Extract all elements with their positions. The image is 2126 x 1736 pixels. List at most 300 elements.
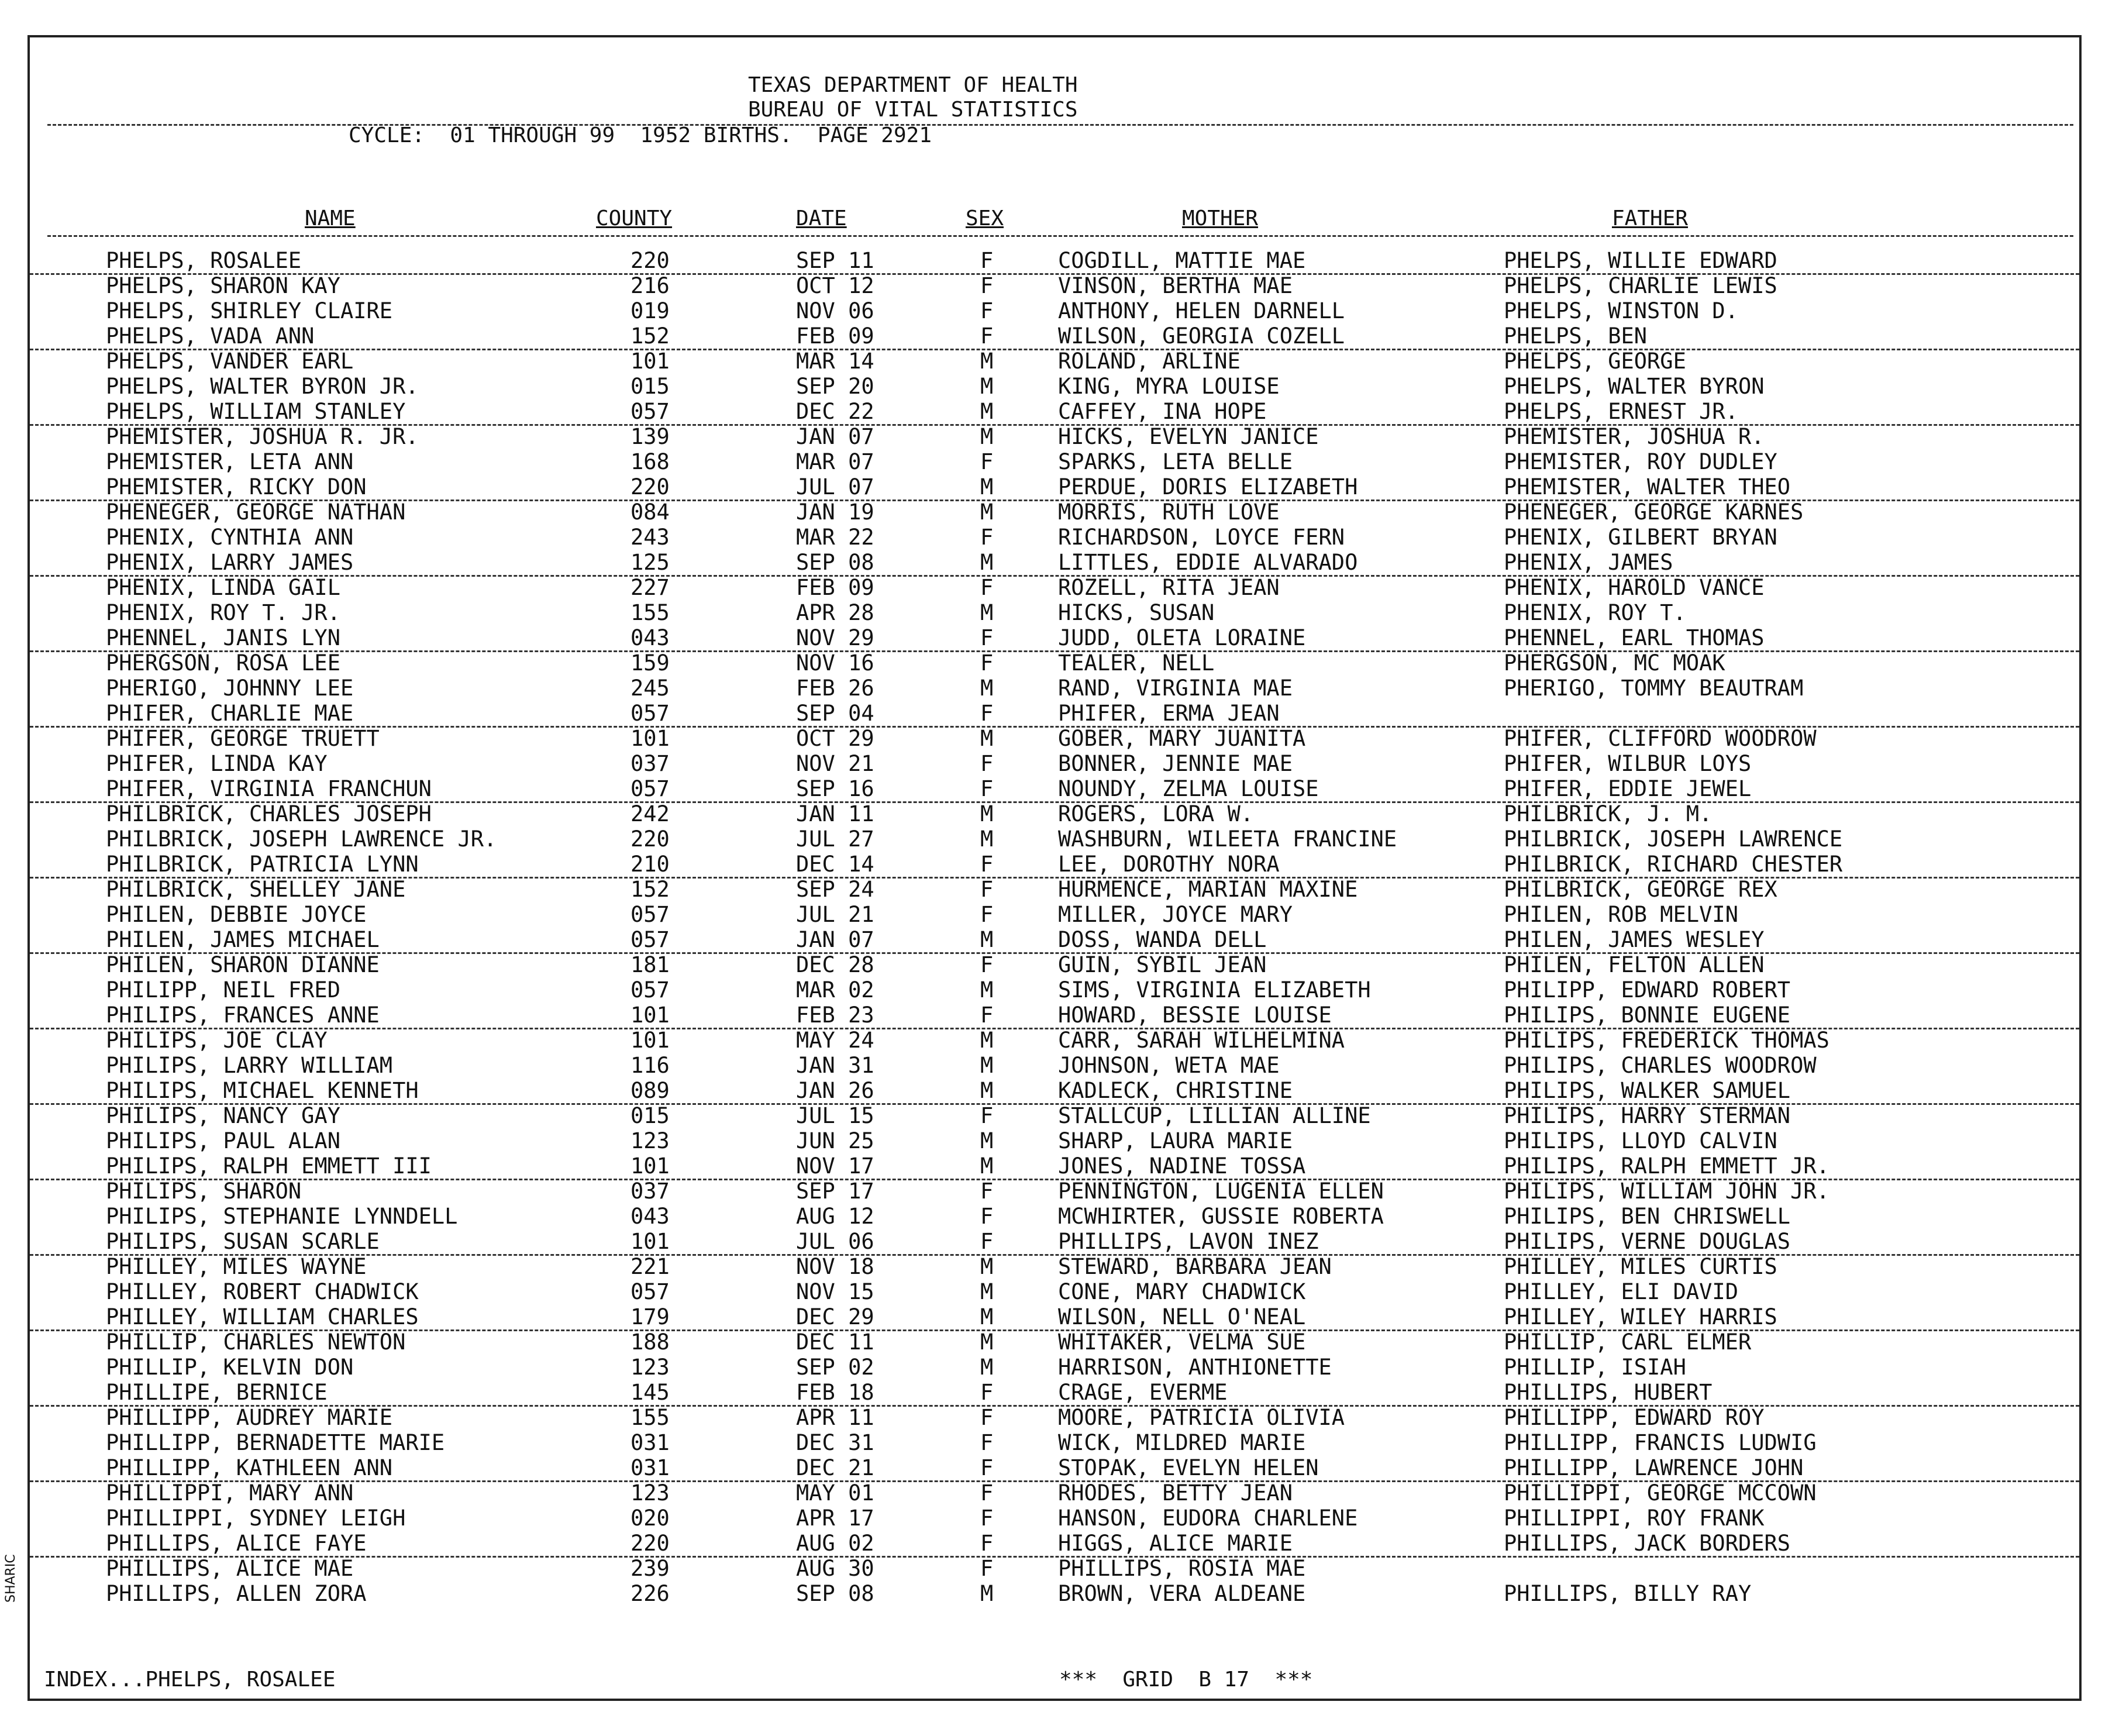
table-row (30, 349, 2079, 374)
cell-date: NOV 17 (796, 1153, 874, 1179)
cell-father: PHELPS, WINSTON D. (1504, 298, 1738, 323)
index-footer: INDEX...PHELPS, ROSALEE (44, 1668, 336, 1692)
cell-mother: HICKS, SUSAN (1058, 600, 1215, 625)
cell-county: 101 (630, 1229, 670, 1254)
cell-mother: ROZELL, RITA JEAN (1058, 575, 1280, 600)
cell-name: PHENIX, ROY T. JR. (106, 600, 340, 625)
cell-sex: F (980, 575, 994, 600)
cell-sex: F (980, 273, 994, 298)
cell-father: PHILLIP, CARL ELMER (1504, 1329, 1752, 1355)
table-row (30, 1179, 2079, 1204)
table-row (30, 1204, 2079, 1229)
cell-father: PHERIGO, TOMMY BEAUTRAM (1504, 676, 1804, 701)
cell-father: PHENIX, GILBERT BRYAN (1504, 525, 1777, 550)
cell-father: PHILIPS, RALPH EMMETT JR. (1504, 1153, 1829, 1179)
cell-sex: M (980, 399, 994, 424)
cell-date: JUL 21 (796, 902, 874, 927)
table-row (30, 1455, 2079, 1482)
table-row (30, 1380, 2079, 1407)
cell-mother: SIMS, VIRGINIA ELIZABETH (1058, 977, 1371, 1003)
cell-sex: M (980, 349, 994, 374)
cell-date: APR 11 (796, 1405, 874, 1430)
cell-sex: M (980, 1279, 994, 1304)
cell-county: 101 (630, 1153, 670, 1179)
cell-name: PHILIPS, NANCY GAY (106, 1103, 340, 1128)
cell-father: PHILLIPS, HUBERT (1504, 1380, 1712, 1405)
cell-date: JUL 06 (796, 1229, 874, 1254)
cell-father: PHEMISTER, ROY DUDLEY (1504, 449, 1777, 474)
cell-name: PHILLIPPI, SYDNEY LEIGH (106, 1506, 406, 1531)
cell-mother: ROGERS, LORA W. (1058, 801, 1254, 826)
cell-mother: WHITAKER, VELMA SUE (1058, 1329, 1306, 1355)
cell-name: PHILLEY, ROBERT CHADWICK (106, 1279, 419, 1304)
table-row (30, 1430, 2079, 1455)
table-row (30, 1103, 2079, 1128)
cell-father: PHEMISTER, JOSHUA R. (1504, 424, 1765, 449)
cell-date: AUG 02 (796, 1531, 874, 1556)
cell-name: PHENIX, LINDA GAIL (106, 575, 340, 600)
header-line-1: TEXAS DEPARTMENT OF HEALTH (748, 73, 1078, 97)
cell-sex: M (980, 1304, 994, 1329)
cell-date: MAR 22 (796, 525, 874, 550)
cell-county: 181 (630, 952, 670, 977)
table-row (30, 625, 2079, 652)
cell-mother: RICHARDSON, LOYCE FERN (1058, 525, 1345, 550)
cell-county: 043 (630, 625, 670, 650)
column-header-sex: SEX (966, 206, 1004, 230)
table-row (30, 374, 2079, 399)
cell-mother: HOWARD, BESSIE LOUISE (1058, 1003, 1332, 1028)
cell-father: PHILBRICK, JOSEPH LAWRENCE (1504, 826, 1843, 852)
cell-date: JUN 25 (796, 1128, 874, 1153)
cell-father: PHILBRICK, GEORGE REX (1504, 877, 1777, 902)
cell-date: NOV 16 (796, 650, 874, 676)
cell-date: AUG 30 (796, 1556, 874, 1581)
table-row (30, 1053, 2079, 1078)
cell-father: PHELPS, WILLIE EDWARD (1504, 248, 1777, 273)
table-row (30, 676, 2079, 701)
cell-county: 057 (630, 977, 670, 1003)
cell-name: PHILEN, JAMES MICHAEL (106, 927, 380, 952)
cell-county: 020 (630, 1506, 670, 1531)
table-row (30, 877, 2079, 902)
cell-date: SEP 04 (796, 701, 874, 726)
header-line-2: BUREAU OF VITAL STATISTICS (748, 98, 1078, 122)
cell-sex: F (980, 1556, 994, 1581)
cell-name: PHILIPS, LARRY WILLIAM (106, 1053, 393, 1078)
cell-mother: WILSON, GEORGIA COZELL (1058, 323, 1345, 349)
cell-date: SEP 16 (796, 776, 874, 801)
table-row (30, 1355, 2079, 1380)
table-row (30, 801, 2079, 826)
cell-mother: GOBER, MARY JUANITA (1058, 726, 1306, 751)
cell-name: PHIFER, CHARLIE MAE (106, 701, 354, 726)
cell-county: 043 (630, 1204, 670, 1229)
cell-father: PHILBRICK, RICHARD CHESTER (1504, 852, 1843, 877)
cell-name: PHILLIPP, KATHLEEN ANN (106, 1455, 393, 1480)
cell-county: 243 (630, 525, 670, 550)
cell-father: PHIFER, CLIFFORD WOODROW (1504, 726, 1817, 751)
cell-date: SEP 02 (796, 1355, 874, 1380)
cell-sex: M (980, 1028, 994, 1053)
cell-sex: M (980, 600, 994, 625)
column-header-father: FATHER (1612, 206, 1689, 230)
cell-sex: M (980, 1153, 994, 1179)
cell-father: PHENIX, JAMES (1504, 550, 1673, 575)
cell-date: OCT 12 (796, 273, 874, 298)
cell-father: PHILIPP, EDWARD ROBERT (1504, 977, 1791, 1003)
cell-county: 220 (630, 474, 670, 500)
cell-county: 123 (630, 1480, 670, 1506)
table-row (30, 701, 2079, 728)
column-header-mother: MOTHER (1182, 206, 1259, 230)
cell-sex: F (980, 1380, 994, 1405)
cell-county: 116 (630, 1053, 670, 1078)
cell-sex: F (980, 902, 994, 927)
cell-sex: M (980, 1128, 994, 1153)
cell-name: PHILIPS, SHARON (106, 1179, 302, 1204)
cell-county: 188 (630, 1329, 670, 1355)
cell-father: PHILIPS, CHARLES WOODROW (1504, 1053, 1817, 1078)
cell-county: 155 (630, 1405, 670, 1430)
cell-name: PHILBRICK, PATRICIA LYNN (106, 852, 419, 877)
cell-sex: M (980, 550, 994, 575)
cell-father: PHELPS, CHARLIE LEWIS (1504, 273, 1777, 298)
cell-county: 139 (630, 424, 670, 449)
table-row (30, 1506, 2079, 1531)
cell-mother: CAFFEY, INA HOPE (1058, 399, 1267, 424)
cell-father: PHELPS, GEORGE (1504, 349, 1686, 374)
cell-name: PHILIPS, MICHAEL KENNETH (106, 1078, 419, 1103)
cell-name: PHILLIPP, BERNADETTE MARIE (106, 1430, 445, 1455)
cell-father: PHILLIPS, BILLY RAY (1504, 1581, 1752, 1606)
cell-date: DEC 28 (796, 952, 874, 977)
cell-mother: HICKS, EVELYN JANICE (1058, 424, 1319, 449)
cell-name: PHILBRICK, CHARLES JOSEPH (106, 801, 432, 826)
cell-county: 057 (630, 927, 670, 952)
cell-mother: JONES, NADINE TOSSA (1058, 1153, 1306, 1179)
cell-sex: M (980, 801, 994, 826)
cell-date: JAN 11 (796, 801, 874, 826)
column-header-date: DATE (796, 206, 847, 230)
cell-name: PHENEGER, GEORGE NATHAN (106, 500, 406, 525)
cell-name: PHELPS, WALTER BYRON JR. (106, 374, 419, 399)
cell-county: 155 (630, 600, 670, 625)
cell-date: SEP 17 (796, 1179, 874, 1204)
cell-name: PHILEN, DEBBIE JOYCE (106, 902, 367, 927)
cell-name: PHELPS, SHARON KAY (106, 273, 340, 298)
cell-date: SEP 11 (796, 248, 874, 273)
cell-sex: F (980, 1405, 994, 1430)
cell-sex: F (980, 449, 994, 474)
cell-mother: DOSS, WANDA DELL (1058, 927, 1267, 952)
cell-name: PHILIPS, FRANCES ANNE (106, 1003, 380, 1028)
cell-date: JAN 31 (796, 1053, 874, 1078)
cell-sex: F (980, 650, 994, 676)
cell-name: PHILIPS, STEPHANIE LYNNDELL (106, 1204, 458, 1229)
cell-father: PHILEN, JAMES WESLEY (1504, 927, 1765, 952)
cell-mother: PHILLIPS, LAVON INEZ (1058, 1229, 1319, 1254)
cell-father: PHILEN, ROB MELVIN (1504, 902, 1738, 927)
cell-father: PHILIPS, WILLIAM JOHN JR. (1504, 1179, 1829, 1204)
cell-name: PHILIPS, SUSAN SCARLE (106, 1229, 380, 1254)
cell-mother: PENNINGTON, LUGENIA ELLEN (1058, 1179, 1384, 1204)
cell-county: 089 (630, 1078, 670, 1103)
cycle-line: CYCLE: 01 THROUGH 99 1952 BIRTHS. PAGE 2921 (349, 123, 932, 147)
cell-father: PHILLEY, ELI DAVID (1504, 1279, 1738, 1304)
cell-sex: F (980, 625, 994, 650)
cell-mother: VINSON, BERTHA MAE (1058, 273, 1293, 298)
cell-date: JUL 07 (796, 474, 874, 500)
cell-county: 037 (630, 751, 670, 776)
table-row (30, 449, 2079, 474)
cell-county: 101 (630, 726, 670, 751)
cell-sex: M (980, 927, 994, 952)
cell-sex: M (980, 676, 994, 701)
cell-father: PHENEGER, GEORGE KARNES (1504, 500, 1804, 525)
cell-mother: CARR, SARAH WILHELMINA (1058, 1028, 1345, 1053)
cell-date: DEC 31 (796, 1430, 874, 1455)
cell-name: PHILLIPP, AUDREY MARIE (106, 1405, 393, 1430)
table-row (30, 474, 2079, 501)
cell-county: 101 (630, 1028, 670, 1053)
cell-county: 101 (630, 1003, 670, 1028)
table-row (30, 1279, 2079, 1304)
table-row (30, 323, 2079, 350)
cell-father: PHELPS, ERNEST JR. (1504, 399, 1738, 424)
cell-father: PHILLIPPI, ROY FRANK (1504, 1506, 1765, 1531)
cell-father: PHILBRICK, J. M. (1504, 801, 1712, 826)
cell-date: SEP 08 (796, 1581, 874, 1606)
cell-mother: PHIFER, ERMA JEAN (1058, 701, 1280, 726)
cell-name: PHILLIPE, BERNICE (106, 1380, 328, 1405)
cell-sex: F (980, 525, 994, 550)
cell-sex: M (980, 1355, 994, 1380)
table-row (30, 1556, 2079, 1581)
cell-sex: M (980, 424, 994, 449)
cell-father: PHIFER, WILBUR LOYS (1504, 751, 1752, 776)
cell-date: NOV 18 (796, 1254, 874, 1279)
table-row (30, 1531, 2079, 1558)
cell-sex: F (980, 776, 994, 801)
cell-county: 019 (630, 298, 670, 323)
cell-date: JAN 07 (796, 927, 874, 952)
cell-sex: M (980, 826, 994, 852)
cell-sex: M (980, 977, 994, 1003)
cell-father: PHILIPS, BEN CHRISWELL (1504, 1204, 1791, 1229)
cell-sex: M (980, 374, 994, 399)
cell-date: OCT 29 (796, 726, 874, 751)
cell-date: JAN 19 (796, 500, 874, 525)
cell-mother: WASHBURN, WILEETA FRANCINE (1058, 826, 1397, 852)
cell-date: AUG 12 (796, 1204, 874, 1229)
cell-sex: F (980, 1455, 994, 1480)
cell-name: PHEMISTER, LETA ANN (106, 449, 354, 474)
cell-county: 057 (630, 902, 670, 927)
cell-sex: F (980, 952, 994, 977)
cell-sex: M (980, 474, 994, 500)
cell-county: 145 (630, 1380, 670, 1405)
cell-name: PHILLIPPI, MARY ANN (106, 1480, 354, 1506)
cell-sex: M (980, 726, 994, 751)
cell-mother: PHILLIPS, ROSIA MAE (1058, 1556, 1306, 1581)
table-row (30, 776, 2079, 803)
cell-sex: F (980, 323, 994, 349)
cell-county: 245 (630, 676, 670, 701)
cell-mother: WICK, MILDRED MARIE (1058, 1430, 1306, 1455)
cell-county: 179 (630, 1304, 670, 1329)
cell-father: PHILLIPP, FRANCIS LUDWIG (1504, 1430, 1817, 1455)
cell-county: 221 (630, 1254, 670, 1279)
cell-county: 123 (630, 1128, 670, 1153)
cell-date: FEB 09 (796, 323, 874, 349)
cell-mother: CONE, MARY CHADWICK (1058, 1279, 1306, 1304)
cell-mother: ANTHONY, HELEN DARNELL (1058, 298, 1345, 323)
cell-date: APR 28 (796, 600, 874, 625)
cell-county: 037 (630, 1179, 670, 1204)
table-row (30, 927, 2079, 954)
cell-name: PHILBRICK, SHELLEY JANE (106, 877, 406, 902)
cell-mother: JOHNSON, WETA MAE (1058, 1053, 1280, 1078)
cell-county: 057 (630, 399, 670, 424)
cell-name: PHILLEY, WILLIAM CHARLES (106, 1304, 419, 1329)
table-row (30, 1304, 2079, 1331)
table-row (30, 1405, 2079, 1430)
cell-mother: MILLER, JOYCE MARY (1058, 902, 1293, 927)
cell-name: PHILLIPS, ALICE MAE (106, 1556, 354, 1581)
cell-mother: WILSON, NELL O'NEAL (1058, 1304, 1306, 1329)
column-header-county: COUNTY (596, 206, 673, 230)
cell-name: PHILLIPS, ALICE FAYE (106, 1531, 367, 1556)
cell-sex: F (980, 877, 994, 902)
cell-mother: COGDILL, MATTIE MAE (1058, 248, 1306, 273)
cell-mother: HANSON, EUDORA CHARLENE (1058, 1506, 1358, 1531)
cell-county: 101 (630, 349, 670, 374)
cell-county: 220 (630, 1531, 670, 1556)
cell-sex: M (980, 1329, 994, 1355)
cell-county: 226 (630, 1581, 670, 1606)
cell-mother: RHODES, BETTY JEAN (1058, 1480, 1293, 1506)
cell-county: 227 (630, 575, 670, 600)
cell-date: FEB 23 (796, 1003, 874, 1028)
cell-county: 084 (630, 500, 670, 525)
cell-name: PHEMISTER, JOSHUA R. JR. (106, 424, 419, 449)
cell-name: PHELPS, SHIRLEY CLAIRE (106, 298, 393, 323)
cell-mother: LEE, DOROTHY NORA (1058, 852, 1280, 877)
cell-father: PHENNEL, EARL THOMAS (1504, 625, 1765, 650)
cell-date: FEB 26 (796, 676, 874, 701)
column-header-divider (47, 235, 2073, 237)
cell-mother: HARRISON, ANTHIONETTE (1058, 1355, 1332, 1380)
cell-mother: GUIN, SYBIL JEAN (1058, 952, 1267, 977)
cell-mother: KING, MYRA LOUISE (1058, 374, 1280, 399)
cell-father: PHILLIPS, JACK BORDERS (1504, 1531, 1791, 1556)
cell-county: 220 (630, 826, 670, 852)
table-row (30, 952, 2079, 977)
table-row (30, 1329, 2079, 1355)
cell-father: PHIFER, EDDIE JEWEL (1504, 776, 1752, 801)
cell-sex: F (980, 1430, 994, 1455)
cell-name: PHILIPS, PAUL ALAN (106, 1128, 340, 1153)
cell-date: NOV 29 (796, 625, 874, 650)
cell-sex: F (980, 1204, 994, 1229)
cell-county: 125 (630, 550, 670, 575)
cell-date: SEP 20 (796, 374, 874, 399)
cell-date: MAR 14 (796, 349, 874, 374)
cell-name: PHENIX, CYNTHIA ANN (106, 525, 354, 550)
cell-father: PHELPS, BEN (1504, 323, 1648, 349)
table-row (30, 298, 2079, 323)
cell-father: PHILEN, FELTON ALLEN (1504, 952, 1765, 977)
cell-date: FEB 09 (796, 575, 874, 600)
cell-name: PHILLIP, CHARLES NEWTON (106, 1329, 406, 1355)
cell-county: 168 (630, 449, 670, 474)
table-row (30, 1003, 2079, 1029)
cell-father: PHILIPS, HARRY STERMAN (1504, 1103, 1791, 1128)
cell-name: PHENNEL, JANIS LYN (106, 625, 340, 650)
cell-date: JUL 27 (796, 826, 874, 852)
cell-father: PHILIPS, VERNE DOUGLAS (1504, 1229, 1791, 1254)
cell-county: 152 (630, 877, 670, 902)
table-row (30, 1153, 2079, 1180)
cell-father: PHELPS, WALTER BYRON (1504, 374, 1765, 399)
cell-county: 057 (630, 776, 670, 801)
table-row (30, 1128, 2079, 1153)
cell-name: PHELPS, VADA ANN (106, 323, 315, 349)
cell-name: PHERGSON, ROSA LEE (106, 650, 340, 676)
cell-sex: F (980, 701, 994, 726)
cell-sex: F (980, 1179, 994, 1204)
cell-father: PHENIX, ROY T. (1504, 600, 1686, 625)
table-row (30, 902, 2079, 927)
cell-date: MAR 07 (796, 449, 874, 474)
cell-sex: M (980, 1254, 994, 1279)
table-row (30, 1028, 2079, 1053)
cell-name: PHILLIPS, ALLEN ZORA (106, 1581, 367, 1606)
cell-name: PHIFER, VIRGINIA FRANCHUN (106, 776, 432, 801)
cell-father: PHILLEY, MILES CURTIS (1504, 1254, 1777, 1279)
cell-father: PHILIPS, FREDERICK THOMAS (1504, 1028, 1829, 1053)
cell-sex: F (980, 1506, 994, 1531)
cell-date: DEC 29 (796, 1304, 874, 1329)
cell-county: 216 (630, 273, 670, 298)
cell-father: PHILLEY, WILEY HARRIS (1504, 1304, 1777, 1329)
cell-sex: F (980, 248, 994, 273)
cell-father: PHERGSON, MC MOAK (1504, 650, 1725, 676)
cell-county: 015 (630, 374, 670, 399)
cell-date: SEP 24 (796, 877, 874, 902)
table-row (30, 575, 2079, 600)
cell-mother: MCWHIRTER, GUSSIE ROBERTA (1058, 1204, 1384, 1229)
cell-name: PHELPS, VANDER EARL (106, 349, 354, 374)
cell-county: 210 (630, 852, 670, 877)
cell-father: PHEMISTER, WALTER THEO (1504, 474, 1791, 500)
cell-county: 242 (630, 801, 670, 826)
cell-sex: F (980, 852, 994, 877)
cell-sex: M (980, 500, 994, 525)
cell-father: PHILLIPPI, GEORGE MCCOWN (1504, 1480, 1817, 1506)
cell-county: 031 (630, 1430, 670, 1455)
cell-date: APR 17 (796, 1506, 874, 1531)
cell-name: PHELPS, WILLIAM STANLEY (106, 399, 406, 424)
cell-sex: F (980, 1531, 994, 1556)
cell-name: PHERIGO, JOHNNY LEE (106, 676, 354, 701)
cell-name: PHENIX, LARRY JAMES (106, 550, 354, 575)
cell-mother: LITTLES, EDDIE ALVARADO (1058, 550, 1358, 575)
cell-father: PHENIX, HAROLD VANCE (1504, 575, 1765, 600)
margin-stamp: SHARIC (4, 1554, 18, 1603)
cell-father: PHILIPS, LLOYD CALVIN (1504, 1128, 1777, 1153)
